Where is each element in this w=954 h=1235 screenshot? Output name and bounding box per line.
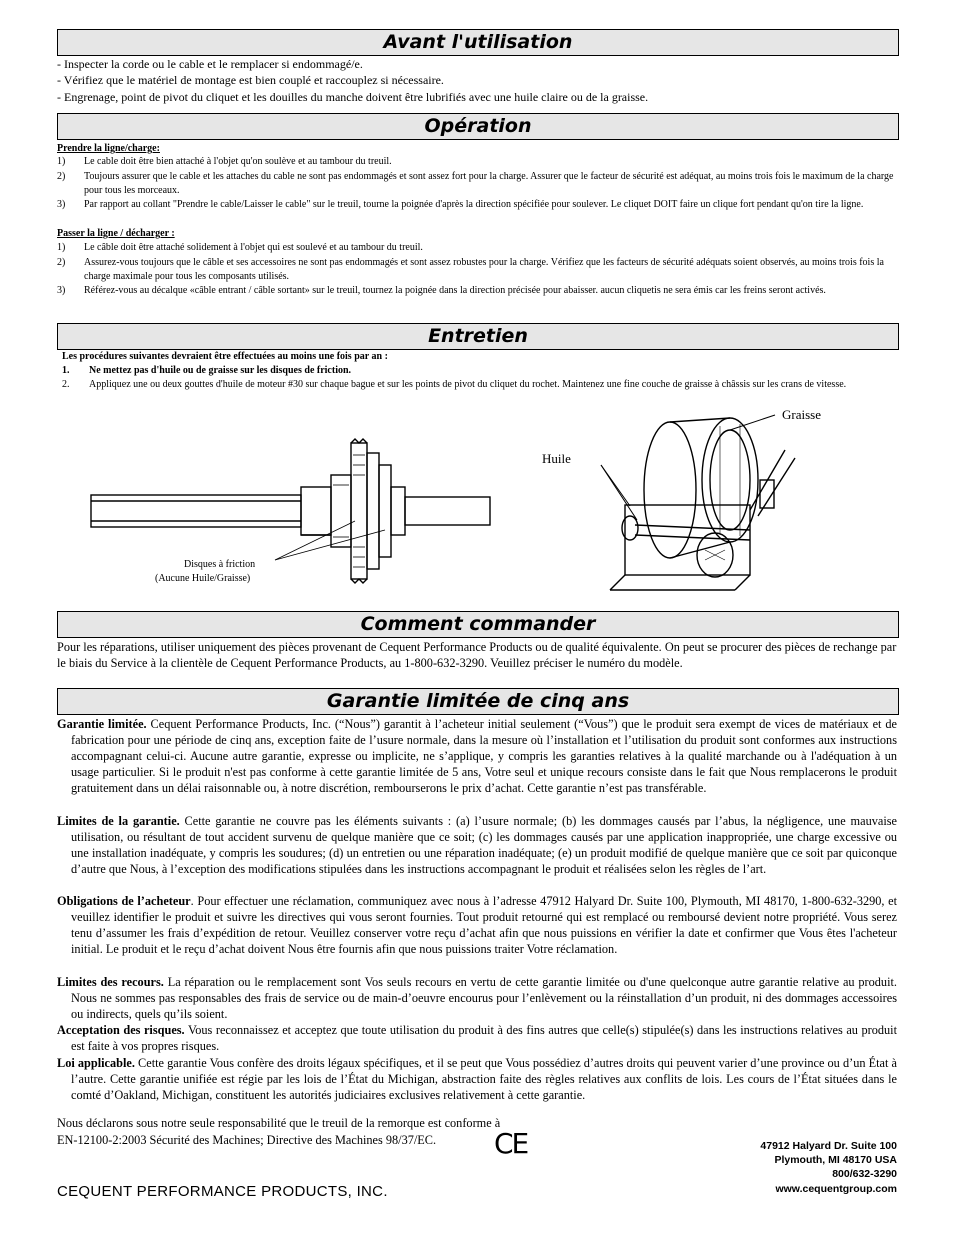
garantie-para-obligations: Obligations de l’acheteur. Pour effectuer une réclamation, communiquez avec nous à l’adresse 47912 Halyard Dr. Suite 100, Plymouth, MI 48170, 1-800-632-3290, et veuillez identifier le produit et suivre les directives qui vous seront fournies. Tout produit retourné qui est remplacé ou remboursé devient notre propriété. Vous serez tenu d’assumer les frais d’expédition de retour. Veuillez conserver votre reçu d’achat afin que nous puissions en vérifier la date et confirmer que Vous êtes l'acheteur initial. Le produit et le reçu d’achat doivent Nous être fournis afin que nous puissions traiter Votre réclamation.: [57, 894, 898, 956]
avant-line-2: - Vérifiez que le matériel de montage est bien couplé et raccouplez si nécessaire.: [57, 73, 444, 87]
prendre-item-3: Par rapport au collant "Prendre le cable/Laisser le cable" sur le treuil, tourne la poignée d'après la direction spécifiée pour soulever. Le cliquet DOIT faire un clique fort pendant qu'on tire la ligne.: [84, 199, 864, 210]
company-name: CEQUENT PERFORMANCE PRODUCTS, INC.: [57, 1183, 388, 1200]
passer-item-1: Le câble doit être attaché solidement à l'objet qui est soulevé et au tambour du treuil.: [84, 242, 423, 253]
garantie-para-recours: Limites des recours. La réparation ou le remplacement sont Vos seuls recours en vertu de cette garantie limitée ou d'une quelconque autre garantie relative au produit. Nous ne sommes pas responsables des frais de service ou de main-d’oeuvre encourus pour l’enlèvement ou la réinstallation d’un produit, ni des dommages accessoires ou indirects, quels qu’ils soient.: [57, 975, 897, 1021]
declaration-line-1: Nous déclarons sous notre seule responsabilité que le treuil de la remorque est conforme à: [57, 1116, 501, 1130]
prendre-item-1: Le cable doit être bien attaché à l'objet qu'on soulève et au tambour du treuil.: [84, 156, 392, 167]
prendre-num-3: 3): [57, 199, 66, 210]
avant-line-3: - Engrenage, point de pivot du cliquet et les douilles du manche doivent être lubrifiés avec une huile claire ou de la graisse.: [57, 90, 649, 104]
garantie-para-limitee: Garantie limitée. Cequent Performance Products, Inc. (“Nous”) garantit à l’acheteur initial seulement (“Vous”) que le produit sera exempt de vices de matériaux et de fabrication pour une période de cinq ans, exception faite de l’usure normale, dans la mesure où l’installation et l’utilisation du produit sont conformes aux instructions accompagnant celui-ci. Aucune autre garantie, expresse ou implicite, ne s’applique, y compris les garanties relatives à la qualité marchande ou à l'adéquation à un usage particulier. Si le produit n'est pas conforme à cette garantie limitée de 5 ans, Votre seul et unique recours consiste dans le fait que Nous remplacerons le produit gratuitement dans un délai raisonnable ou, à notre discrétion, rembourserons le prix d’achat. Cette garantie n’est pas transférable.: [57, 717, 897, 795]
prendre-num-1: 1): [57, 156, 66, 167]
section-header-garantie: Garantie limitée de cinq ans: [57, 688, 899, 715]
passer-num-2: 2): [57, 257, 66, 268]
garantie-para-risques: Acceptation des risques. Vous reconnaissez et acceptez que toute utilisation du produit à des fins autres que celle(s) stipulée(s) dans les instructions relatives au produit est faite à vos propres risques.: [57, 1023, 897, 1053]
address-line-3: 800/632-3290: [832, 1168, 897, 1180]
friction-disk-shaft-figure: [85, 435, 495, 590]
passer-num-1: 1): [57, 242, 66, 253]
entretien-item-2: Appliquez une ou deux gouttes d'huile de moteur #30 sur chaque bague et sur les points de pivot du cliquet du rochet. Maintenez une fine couche de graisse à châssis sur les crans de vitesse.: [89, 379, 847, 390]
garantie-para-loi: Loi applicable. Cette garantie Vous confère des droits légaux spécifiques, et il se peut que Vous possédiez d’autres droits qui peuvent varier d’une province ou d’un État à l’autre. Cette garantie unifiée est régie par les lois de l’État du Michigan, abstraction faite des règles relatives aux conflits de lois. Les cours de l’État situées dans le comté d’Oakland, Michigan, constituent les autorités judiciaires exclusives relativement à cette garantie.: [57, 1056, 897, 1102]
section-header-commander: Comment commander: [57, 611, 899, 638]
prendre-num-2: 2): [57, 171, 66, 182]
commander-text: Pour les réparations, utiliser uniquement des pièces provenant de Cequent Performance Products ou de qualité équivalente. On peut se procurer des pièces de rechange par le biais du Service à la clientèle de Cequent Performance Products, au 1-800-632-3290. Veuillez préciser le numéro du modèle.: [57, 640, 897, 670]
garantie-para-limites: Limites de la garantie. Cette garantie ne couvre pas les éléments suivants : (a) l’usure normale; (b) les dommages causés par l’abus, la négligence, une mauvaise utilisation, ou résultant de tout accident survenu de quelque manière que ce soit; (c) les dommages causés par une application inappropriée, une charge excessive ou une installation inadéquate, y compris les soudures; (d) un entretien ou une réparation inadéquate; (e) un produit modifié de quelque manière que ce soit par quiconque d’autre que Nous, à l’exception des modifications stipulées dans les instructions accompagnant le produit et réalisées selon les règles de l’art.: [57, 814, 897, 876]
entretien-num-2: 2.: [62, 379, 70, 390]
friction-label-1: Disques à friction: [184, 559, 256, 570]
winch-figure: [580, 407, 825, 595]
entretien-num-1: 1.: [62, 365, 70, 376]
declaration-line-2: EN-12100-2:2003 Sécurité des Machines; Directive des Machines 98/37/EC.: [57, 1133, 437, 1147]
avant-line-1: - Inspecter la corde ou le cable et le remplacer si endommagé/e.: [57, 57, 363, 71]
prendre-title: Prendre la ligne/charge:: [57, 143, 160, 154]
huile-label: Huile: [542, 451, 571, 466]
address-line-1: 47912 Halyard Dr. Suite 100: [760, 1140, 897, 1152]
section-header-operation: Opération: [57, 113, 899, 140]
passer-item-3: Référez-vous au décalque «câble entrant / câble sortant» sur le treuil, tournez la poignée dans la direction précisée pour abaisser. aucun cliquetis ne sera émis car les freins seront activés.: [84, 285, 826, 296]
section-header-entretien: Entretien: [57, 323, 899, 350]
address-website: www.cequentgroup.com: [775, 1183, 897, 1195]
section-header-avant: Avant l'utilisation: [57, 29, 899, 56]
passer-title: Passer la ligne / décharger :: [57, 228, 175, 239]
passer-item-2: Assurez-vous toujours que le câble et ses accessoires ne sont pas endommagés et sont assez robustes pour la charge. Vérifiez que les facteurs de sécurité adéquats soient observés, au moins trois fois la charge maximale pour tous les composants utilisés.: [84, 257, 884, 282]
address-line-2: Plymouth, MI 48170 USA: [774, 1154, 897, 1166]
prendre-item-2: Toujours assurer que le cable et les attaches du cable ne sont pas endommagés et sont assez fort pour la charge. Assurer que le facteur de sécurité est adéquat, au moins trois fois le maximum de la charge pour tous les morceaux.: [84, 171, 894, 196]
entretien-intro: Les procédures suivantes devraient être effectuées au moins une fois par an :: [62, 351, 388, 362]
friction-label-2: (Aucune Huile/Graisse): [155, 573, 251, 584]
entretien-item-1: Ne mettez pas d'huile ou de graisse sur les disques de friction.: [89, 365, 352, 376]
ce-mark: CE: [494, 1127, 528, 1160]
passer-num-3: 3): [57, 285, 66, 296]
graisse-label: Graisse: [782, 407, 821, 422]
